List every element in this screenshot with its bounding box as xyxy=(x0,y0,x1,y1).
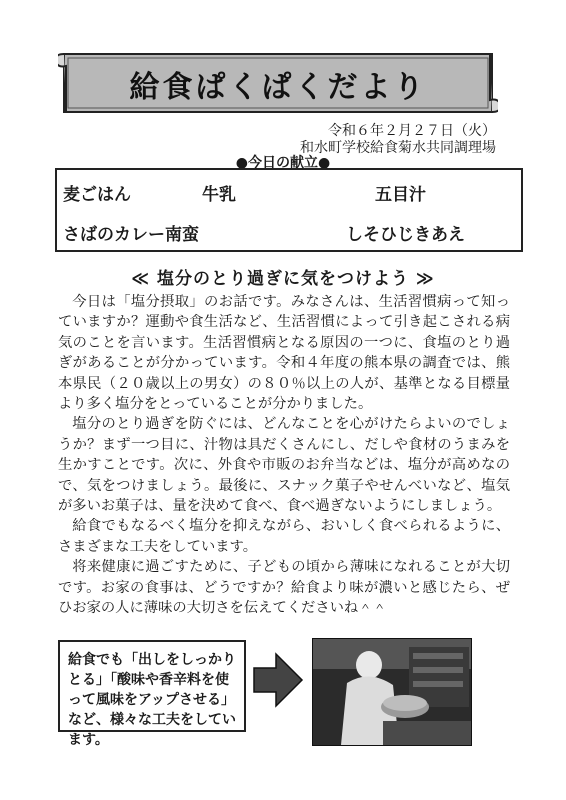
article-paragraph: 塩分のとり過ぎを防ぐには、どんなことを心がけたらよいのでしょうか？まず一つ目に、汁物は具だくさんにし、だしや食材のうまみを生かすことです。次に、外食や市販のお弁当などは、塩分が高めなので、気をつけましょう。最後に、スナック菓子やせんべいなど、塩気が多いお菓子は、量を決めて食べ、食べ過ぎないようにしましょう。 xyxy=(58,416,510,515)
organization-name: 和水町学校給食菊水共同調理場 xyxy=(300,140,496,156)
menu-heading: ●今日の献立● xyxy=(235,155,331,171)
article-body xyxy=(58,292,510,619)
menu-item: 麦ごはん xyxy=(63,185,131,205)
issue-date: 令和６年２月２７日（火） xyxy=(328,123,496,139)
menu-item: 五目汁 xyxy=(375,185,426,205)
callout-text: 給食でも「出しをしっかりとる」「酸味や香辛料を使って風味をアップさせる」など、様々な工夫をしています。 xyxy=(68,652,236,748)
article-paragraph: 給食でもなるべく塩分を抑えながら、おいしく食べられるように、さまざまな工夫をしています。 xyxy=(58,518,510,555)
newsletter-title: 給食ぱくぱくだより xyxy=(129,70,427,105)
article-paragraph: 将来健康に過ごすために、子どもの頃から薄味になれることが大切です。お家の食事は、どうですか？給食より味が濃いと感じたら、ぜひお家の人に薄味の大切さを伝えてくださいね＾＾ xyxy=(58,559,510,617)
callout-box xyxy=(58,640,246,748)
menu-item: さばのカレー南蛮 xyxy=(63,225,199,245)
menu-box xyxy=(55,168,523,252)
kitchen-staff-photo xyxy=(312,638,472,746)
article-headline: ≪ 塩分のとり過ぎに気をつけよう ≫ xyxy=(131,269,435,289)
title-banner xyxy=(58,48,498,118)
article-paragraph: 今日は「塩分摂取」のお話です。みなさんは、生活習慣病って知っていますか？運動や食生活など、生活習慣によって引き起こされる病気のことを言います。生活習慣病となる原因の一つに、食塩のとり過ぎがあることが分かっています。令和４年度の熊本県の調査では、熊本県民（２０歳以上の男女）の８０％以上の人が、基準となる目標量より多く塩分をとっていることが分かりました。 xyxy=(58,294,510,413)
right-arrow-icon xyxy=(252,652,304,708)
photo-illustration xyxy=(313,639,471,745)
menu-item: 牛乳 xyxy=(202,185,236,205)
menu-item: しそひじきあえ xyxy=(346,225,465,245)
